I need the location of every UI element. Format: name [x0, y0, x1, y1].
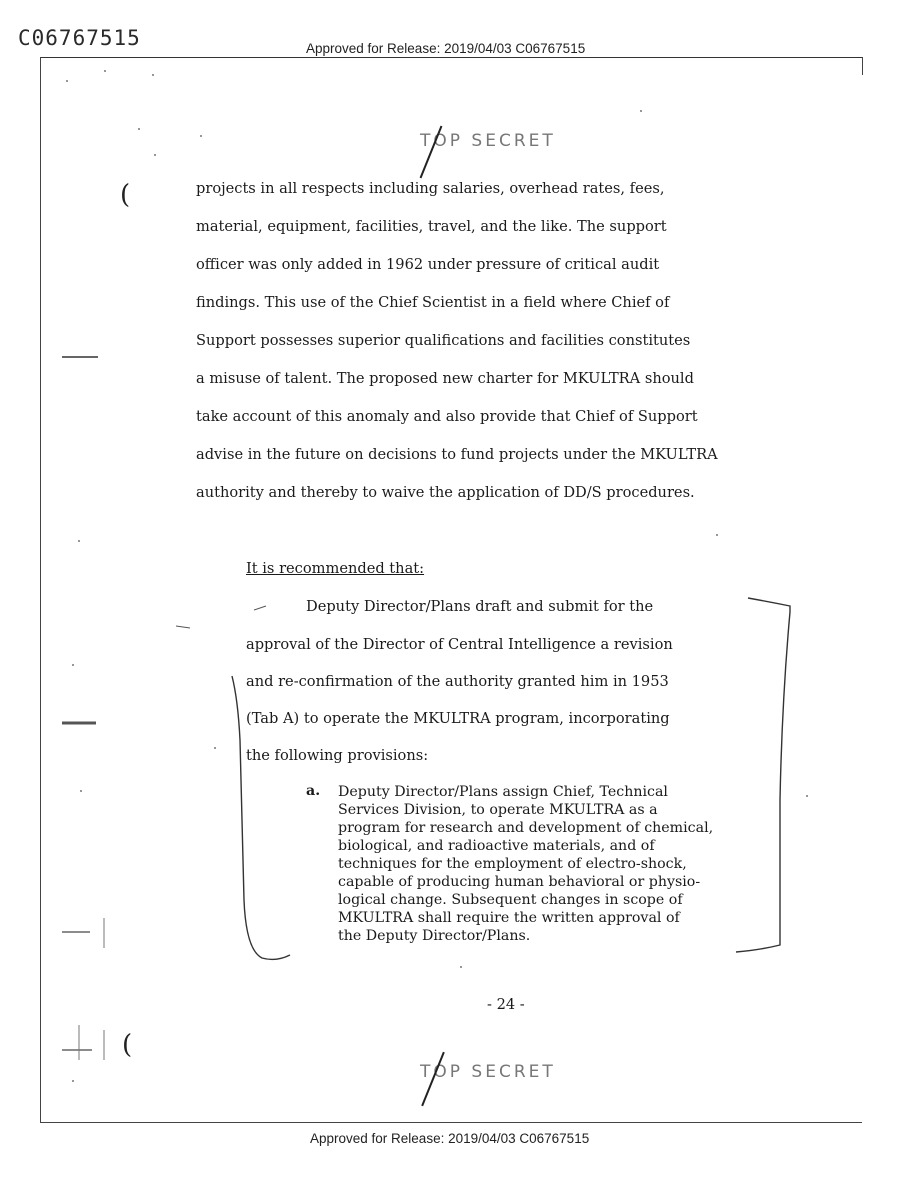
recommendation-line: Deputy Director/Plans draft and submit for the [306, 598, 654, 615]
scan-speck [152, 74, 154, 76]
document-id: C06767515 [18, 26, 141, 50]
scan-speck [72, 664, 74, 666]
scan-speck [78, 540, 80, 542]
scan-speck [460, 966, 462, 968]
margin-parenthesis-top: ( [120, 180, 131, 210]
body-line: Support possesses superior qualifications and facilities constitutes [196, 332, 691, 349]
recommendation-line: and re-confirmation of the authority granted him in 1953 [246, 673, 669, 690]
scan-speck [104, 70, 106, 72]
body-line: advise in the future on decisions to fund projects under the MKULTRA [196, 446, 718, 463]
provision-a-label: a. [306, 783, 321, 799]
scan-speck [154, 154, 156, 156]
release-banner-bottom: Approved for Release: 2019/04/03 C06767515 [310, 1131, 590, 1146]
release-banner-top: Approved for Release: 2019/04/03 C06767515 [306, 41, 586, 56]
scan-speck [72, 1080, 74, 1082]
body-line: officer was only added in 1962 under pressure of critical audit [196, 256, 660, 273]
body-line: take account of this anomaly and also provide that Chief of Support [196, 408, 698, 425]
body-line: projects in all respects including salaries, overhead rates, fees, [196, 180, 665, 197]
right-bracket-mark [736, 598, 790, 952]
margin-parenthesis-bottom: ( [122, 1030, 133, 1060]
classification-stamp-top: TOP SECRET [420, 131, 556, 151]
small-tick-mark [254, 606, 266, 610]
scan-speck [200, 135, 202, 137]
body-line: findings. This use of the Chief Scientist in a field where Chief of [196, 294, 670, 311]
scan-speck [80, 790, 82, 792]
recommendation-line: approval of the Director of Central Intelligence a revision [246, 636, 673, 653]
provision-a-text: Deputy Director/Plans assign Chief, Technical Services Division, to operate MKULTRA as a program for research and development of chemical, biological, and radioactive materials, and of techniques for the employment of electro-shock, capable of producing human behavioral or physio- logical change. Subsequent changes in scope of MKULTRA shall require the written approval of the Deputy Director/Plans. [338, 784, 714, 944]
page-number: - 24 - [487, 996, 525, 1013]
scan-speck [66, 80, 68, 82]
recommendation-line: the following provisions: [246, 747, 429, 764]
margin-arrow-mark [176, 626, 190, 628]
recommendation-line: (Tab A) to operate the MKULTRA program, incorporating [246, 710, 670, 727]
scan-speck [716, 534, 718, 536]
body-line: a misuse of talent. The proposed new charter for MKULTRA should [196, 370, 694, 387]
body-line: material, equipment, facilities, travel, and the like. The support [196, 218, 667, 235]
scan-speck [138, 128, 140, 130]
left-bracket-mark [232, 676, 290, 959]
scan-speck [640, 110, 642, 112]
classification-stamp-bottom: TOP SECRET [420, 1062, 556, 1082]
recommendation-heading: It is recommended that: [246, 560, 425, 577]
body-line: authority and thereby to waive the application of DD/S procedures. [196, 484, 695, 501]
scan-speck [214, 747, 216, 749]
scan-speck [806, 795, 808, 797]
